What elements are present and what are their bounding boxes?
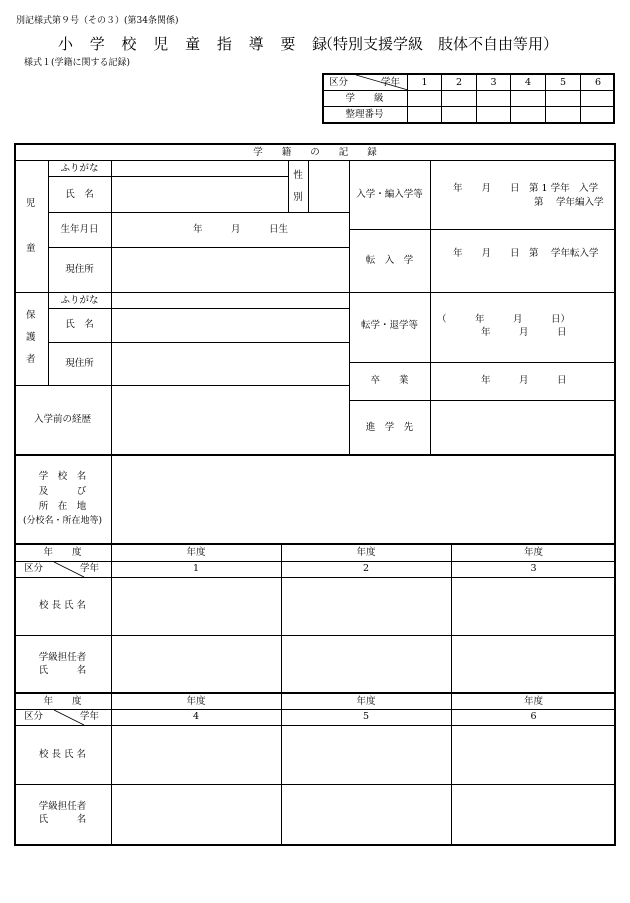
nendo-label-2: 年 度: [43, 696, 82, 707]
birthdate-label: 生年月日: [60, 224, 99, 235]
nendo-cell-1-2: 年度: [356, 547, 376, 558]
grade-header-2: 2: [455, 77, 463, 88]
guardian-label-2: 護: [26, 332, 36, 343]
jido-label-1: 児: [26, 198, 36, 209]
gakunen-label-2: 学年: [80, 711, 100, 722]
row-label-seiri-bango: 整理番号: [345, 109, 384, 120]
guardian-label-3: 者: [26, 354, 36, 365]
nendo-cell-2-3: 年度: [523, 696, 543, 707]
gender-label-1: 性: [293, 170, 303, 181]
page-title: 小 学 校 児 童 指 導 要 録: [58, 35, 334, 53]
grade-header-6: 6: [594, 77, 602, 88]
withdrawal-label: 転学・退学等: [360, 320, 418, 331]
form-reference: 別記様式第９号（その３）(第34条関係): [16, 16, 179, 26]
guardian-furigana-label: ふりがな: [60, 295, 99, 306]
gender-label-2: 別: [293, 192, 303, 203]
grade-cell-2: 2: [362, 563, 370, 574]
nendo-cell-2-1: 年度: [186, 696, 206, 707]
top-kubun-label: 区分: [329, 77, 349, 88]
school-name-label-1: 学 校 名: [38, 471, 87, 482]
row-label-gakkyu: 学 級: [345, 93, 384, 104]
pre-enrollment-history-label: 入学前の経歴: [33, 414, 91, 425]
grade-header-4: 4: [524, 77, 532, 88]
transfer-in-label: 転 入 学: [365, 255, 414, 266]
nendo-cell-1-3: 年度: [523, 547, 543, 558]
grade-cell-1: 1: [192, 563, 200, 574]
school-name-label-4: (分校名・所在地等): [22, 516, 103, 526]
nendo-label-1: 年 度: [43, 547, 82, 558]
nendo-cell-1-1: 年度: [186, 547, 206, 558]
gakuseki-section-title: 学 籍 の 記 録: [253, 147, 377, 158]
homeroom-teacher-label-1b: 氏 名: [38, 665, 87, 676]
child-furigana-label: ふりがな: [60, 163, 99, 174]
next-school-label: 進 学 先: [365, 422, 414, 433]
child-name-label: 氏 名: [65, 189, 94, 200]
top-gakunen-label: 学年: [381, 77, 401, 88]
grade-header-1: 1: [421, 77, 428, 88]
admission-label: 入学・編入学等: [356, 189, 423, 200]
grade-cell-3: 3: [530, 563, 537, 574]
grade-header-3: 3: [490, 77, 497, 88]
homeroom-teacher-label-1a: 学級担任者: [38, 652, 87, 663]
grade-header-5: 5: [559, 77, 567, 88]
kubun-label-2: 区分: [24, 711, 44, 722]
graduation-label: 卒 業: [370, 375, 409, 386]
grade-cell-4: 4: [192, 711, 200, 722]
page-subtitle: （特別支援学級 肢体不自由等用）: [318, 35, 559, 53]
transfer-in-line: 年 月 日 第 学年転入学: [453, 248, 599, 259]
admission-line-1: 年 月 日 第 1 学年 入学: [453, 183, 599, 194]
child-address-label: 現住所: [65, 264, 94, 275]
jido-label-2: 童: [26, 243, 36, 254]
kubun-label-1: 区分: [24, 563, 44, 574]
gakunen-label-1: 学年: [80, 563, 100, 574]
withdrawal-line-1: （ 年 月 日）: [437, 314, 571, 325]
principal-name-label-2: 校 長 氏 名: [38, 749, 87, 760]
grade-cell-5: 5: [362, 711, 370, 722]
school-name-label-3: 所 在 地: [38, 501, 87, 512]
homeroom-teacher-label-2b: 氏 名: [38, 814, 87, 825]
guardian-name-label: 氏 名: [65, 319, 94, 330]
style-label: 様式１(学籍に関する記録): [24, 58, 131, 68]
graduation-line: 年 月 日: [481, 375, 567, 386]
admission-line-2: 第 学年編入学: [534, 197, 604, 208]
guardian-address-label: 現住所: [65, 358, 94, 369]
guardian-label-1: 保: [26, 310, 36, 321]
school-name-label-2: 及 び: [38, 486, 87, 497]
birthdate-value: 年 月 日生: [193, 224, 289, 235]
principal-name-label-1: 校 長 氏 名: [38, 600, 87, 611]
grade-cell-6: 6: [530, 711, 537, 722]
nendo-cell-2-2: 年度: [356, 696, 376, 707]
homeroom-teacher-label-2a: 学級担任者: [38, 801, 87, 812]
withdrawal-line-2: 年 月 日: [481, 327, 567, 338]
